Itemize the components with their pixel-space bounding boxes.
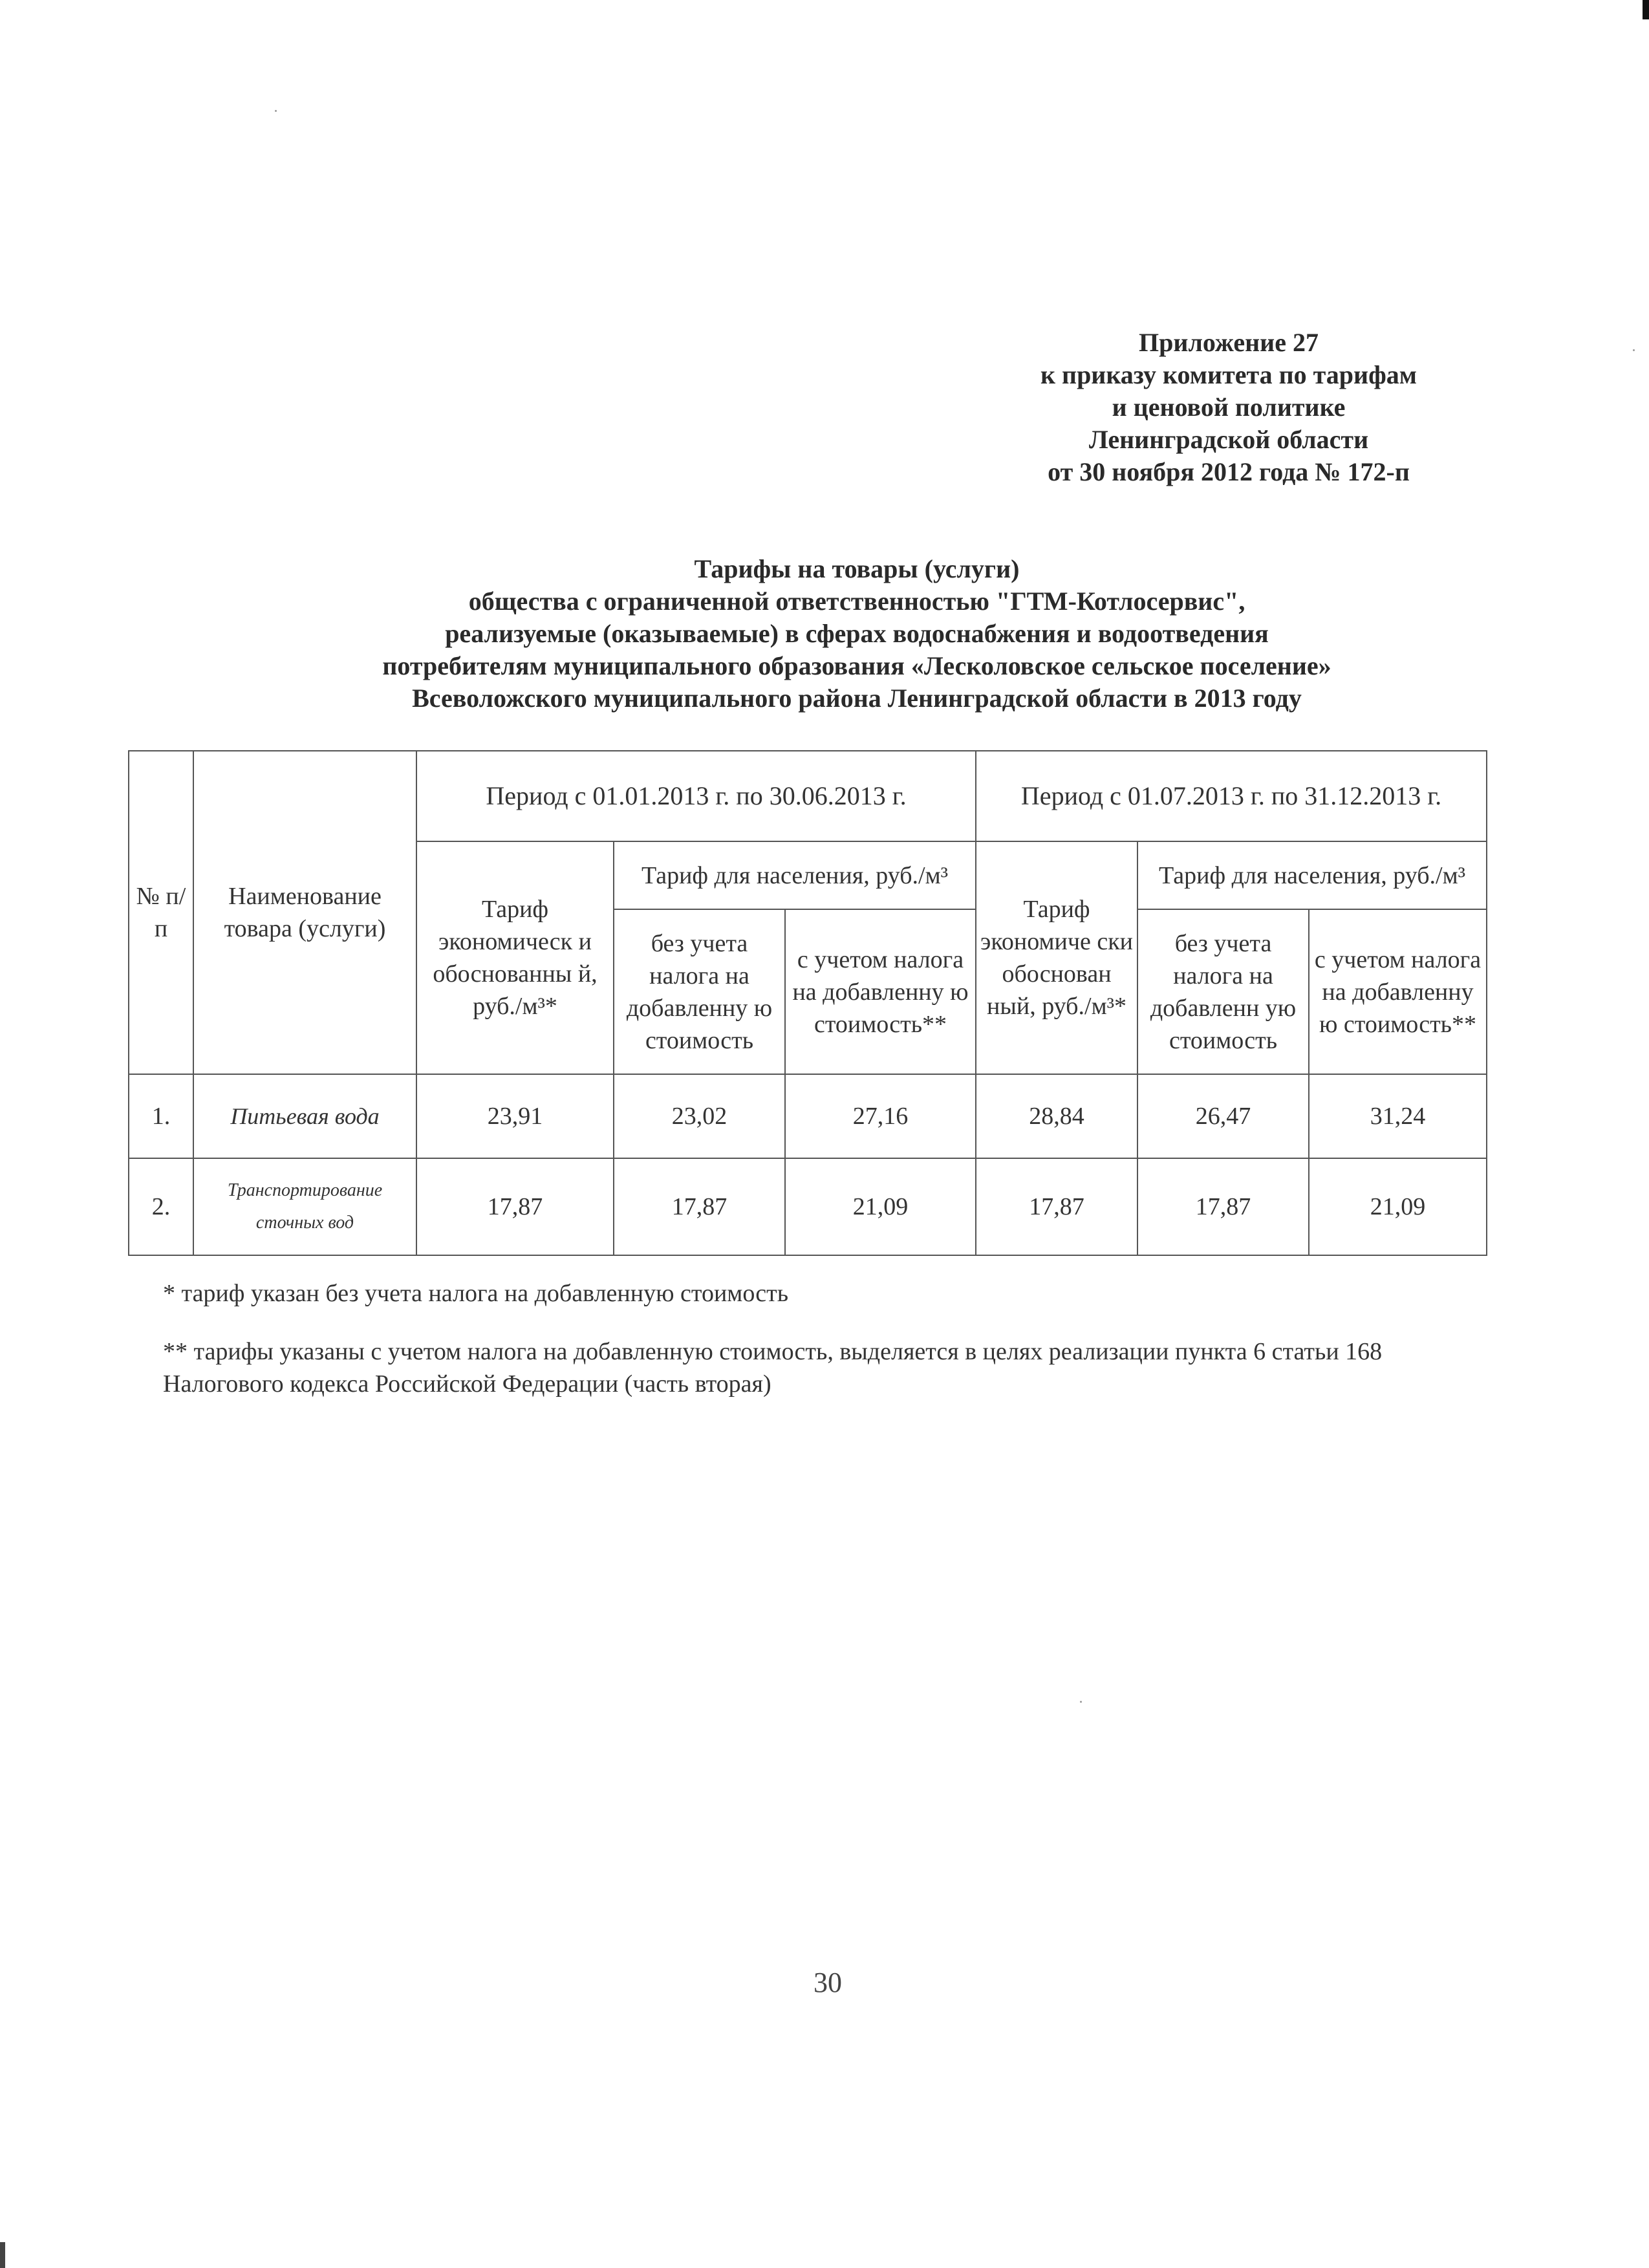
row-value: 28,84 <box>976 1074 1137 1158</box>
appendix-line: Ленинградской области <box>1088 425 1369 454</box>
row-value: 23,02 <box>614 1074 785 1158</box>
row-product-name: Транспортирование сточных вод <box>193 1158 416 1255</box>
title-line: реализуемые (оказываемые) в сферах водоснабжения и водоотведения <box>445 619 1269 648</box>
appendix-line: Приложение 27 <box>1139 328 1319 357</box>
table-row <box>129 1158 1487 1255</box>
row-value: 26,47 <box>1137 1074 1309 1158</box>
row-value: 17,87 <box>416 1158 614 1255</box>
scan-edge-mark <box>0 2242 5 2268</box>
row-value: 21,09 <box>1309 1158 1487 1255</box>
document-title <box>129 553 1584 715</box>
appendix-line: от 30 ноября 2012 года № 172-п <box>1048 457 1410 486</box>
scan-speck <box>275 110 277 112</box>
header-number: № п/п <box>129 751 193 1074</box>
table-row <box>129 1074 1487 1158</box>
title-line: Всеволожского муниципального района Ленинградской области в 2013 году <box>412 684 1302 713</box>
header-p1-economic-tariff: Тариф экономическ и обоснованны й, руб./м³* <box>416 841 614 1074</box>
footnote-2: ** тарифы указаны с учетом налога на добавленную стоимость, выделяется в целях реализации пункта 6 статьи 168 Налогового кодекса Российской Федерации (часть вторая) <box>163 1338 1383 1398</box>
scan-edge-mark <box>1643 0 1649 19</box>
header-p2-without-vat: без учета налога на добавленн ую стоимость <box>1137 909 1309 1074</box>
title-line: потребителям муниципального образования «Лесколовское сельское поселение» <box>382 651 1331 680</box>
row-value: 17,87 <box>976 1158 1137 1255</box>
scan-speck <box>1633 349 1635 351</box>
row-value: 21,09 <box>785 1158 976 1255</box>
row-value: 23,91 <box>416 1074 614 1158</box>
row-value: 17,87 <box>614 1158 785 1255</box>
row-number: 1. <box>129 1074 193 1158</box>
footnote-1: * тариф указан без учета налога на добавленную стоимость <box>163 1280 789 1307</box>
header-p1-population-tariff: Тариф для населения, руб./м³ <box>614 841 976 909</box>
header-p1-with-vat: с учетом налога на добавленну ю стоимость** <box>785 909 976 1074</box>
header-period-2: Период с 01.07.2013 г. по 31.12.2013 г. <box>976 751 1487 841</box>
header-p2-population-tariff: Тариф для населения, руб./м³ <box>1137 841 1487 909</box>
row-value: 31,24 <box>1309 1074 1487 1158</box>
header-p2-economic-tariff: Тариф экономиче ски обоснован ный, руб./м³* <box>976 841 1137 1074</box>
header-p2-with-vat: с учетом налога на добавленну ю стоимость** <box>1309 909 1487 1074</box>
row-product-name: Питьевая вода <box>193 1074 416 1158</box>
appendix-line: и ценовой политике <box>1112 393 1346 422</box>
tariff-table <box>128 750 1487 1256</box>
title-line: общества с ограниченной ответственностью "ГТМ-Котлосервис", <box>468 587 1245 616</box>
footnotes <box>163 1277 1489 1426</box>
appendix-line: к приказу комитета по тарифам <box>1040 360 1417 389</box>
header-row-periods <box>129 751 1487 841</box>
page-number: 30 <box>814 1967 842 1998</box>
header-p1-without-vat: без учета налога на добавленну ю стоимость <box>614 909 785 1074</box>
row-value: 17,87 <box>1137 1158 1309 1255</box>
header-product-name: Наименование товара (услуги) <box>193 751 416 1074</box>
row-value: 27,16 <box>785 1074 976 1158</box>
row-number: 2. <box>129 1158 193 1255</box>
scan-speck <box>1080 1701 1082 1703</box>
header-period-1: Период с 01.01.2013 г. по 30.06.2013 г. <box>416 751 976 841</box>
title-line: Тарифы на товары (услуги) <box>694 554 1020 583</box>
appendix-header <box>873 327 1584 488</box>
